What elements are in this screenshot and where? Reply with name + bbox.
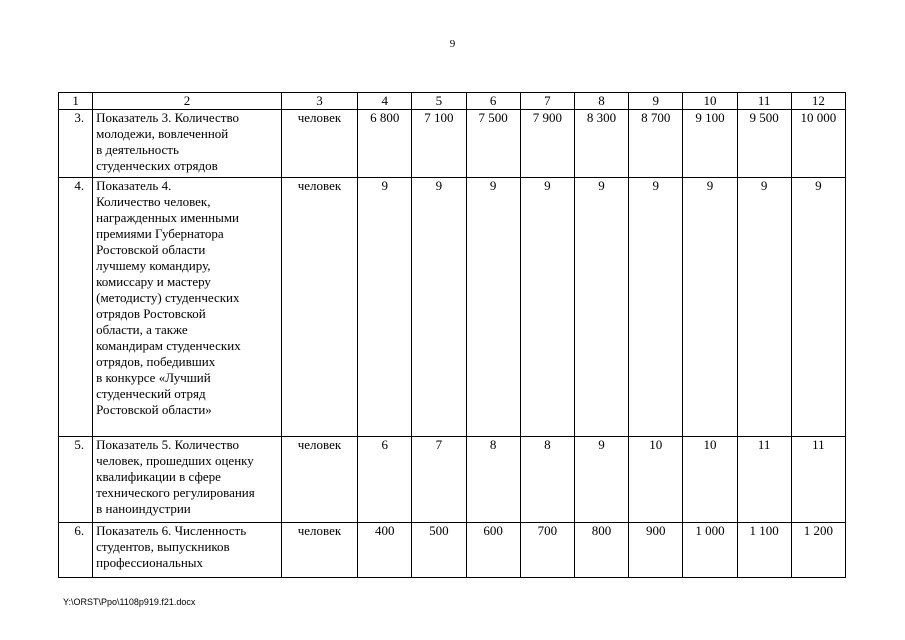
file-path-footer: Y:\ORST\Ppo\1108p919.f21.docx [63, 597, 196, 607]
unit-of-measure: человек [281, 178, 357, 437]
header-cell: 3 [281, 93, 357, 110]
header-cell: 8 [574, 93, 628, 110]
table-row [59, 437, 846, 523]
value-cell: 9 [791, 178, 845, 437]
value-cell: 8 300 [574, 110, 628, 178]
table-body [59, 93, 846, 578]
header-cell: 12 [791, 93, 845, 110]
value-cell: 8 [520, 437, 574, 523]
value-cell: 6 [358, 437, 412, 523]
row-number: 4. [59, 178, 93, 437]
row-number: 6. [59, 523, 93, 578]
unit-of-measure: человек [281, 110, 357, 178]
value-cell: 9 [412, 178, 466, 437]
value-cell: 9 [358, 178, 412, 437]
value-cell: 9 [520, 178, 574, 437]
row-number: 5. [59, 437, 93, 523]
value-cell: 400 [358, 523, 412, 578]
header-cell: 1 [59, 93, 93, 110]
value-cell: 11 [791, 437, 845, 523]
unit-of-measure: человек [281, 523, 357, 578]
value-cell: 10 [629, 437, 683, 523]
value-cell: 600 [466, 523, 520, 578]
indicator-name: Показатель 4. Количество человек, награжденных именными премиями Губернатора Ростовской области лучшему командиру, комиссару и мастеру (методисту) студенческих отрядов Ростовской области, а также командирам студенческих отрядов, победивших в конкурсе «Лучший студенческий отряд Ростовской области» [93, 178, 282, 437]
value-cell: 9 [683, 178, 737, 437]
value-cell: 1 100 [737, 523, 791, 578]
unit-of-measure: человек [281, 437, 357, 523]
table-row [59, 178, 846, 437]
value-cell: 500 [412, 523, 466, 578]
value-cell: 900 [629, 523, 683, 578]
value-cell: 9 [466, 178, 520, 437]
header-cell: 7 [520, 93, 574, 110]
value-cell: 1 000 [683, 523, 737, 578]
page-number: 9 [449, 38, 456, 50]
table-row [59, 523, 846, 578]
value-cell: 11 [737, 437, 791, 523]
row-number: 3. [59, 110, 93, 178]
value-cell: 9 [574, 437, 628, 523]
value-cell: 800 [574, 523, 628, 578]
indicator-name: Показатель 3. Количество молодежи, вовлеченной в деятельность студенческих отрядов [93, 110, 282, 178]
value-cell: 9 [737, 178, 791, 437]
value-cell: 10 [683, 437, 737, 523]
value-cell: 1 200 [791, 523, 845, 578]
header-cell: 6 [466, 93, 520, 110]
value-cell: 9 100 [683, 110, 737, 178]
indicator-name: Показатель 6. Численность студентов, выпускников профессиональных [93, 523, 282, 578]
header-cell: 5 [412, 93, 466, 110]
value-cell: 7 100 [412, 110, 466, 178]
value-cell: 7 900 [520, 110, 574, 178]
value-cell: 9 [574, 178, 628, 437]
value-cell: 7 [412, 437, 466, 523]
header-cell: 11 [737, 93, 791, 110]
header-cell: 2 [93, 93, 282, 110]
indicators-table [58, 92, 846, 578]
value-cell: 6 800 [358, 110, 412, 178]
value-cell: 700 [520, 523, 574, 578]
table-row [59, 110, 846, 178]
value-cell: 9 [629, 178, 683, 437]
header-cell: 10 [683, 93, 737, 110]
value-cell: 9 500 [737, 110, 791, 178]
value-cell: 8 [466, 437, 520, 523]
indicator-name: Показатель 5. Количество человек, прошедших оценку квалификации в сфере технического регулирования в наноиндустрии [93, 437, 282, 523]
header-cell: 4 [358, 93, 412, 110]
header-cell: 9 [629, 93, 683, 110]
value-cell: 10 000 [791, 110, 845, 178]
header-row [59, 93, 846, 110]
value-cell: 7 500 [466, 110, 520, 178]
value-cell: 8 700 [629, 110, 683, 178]
